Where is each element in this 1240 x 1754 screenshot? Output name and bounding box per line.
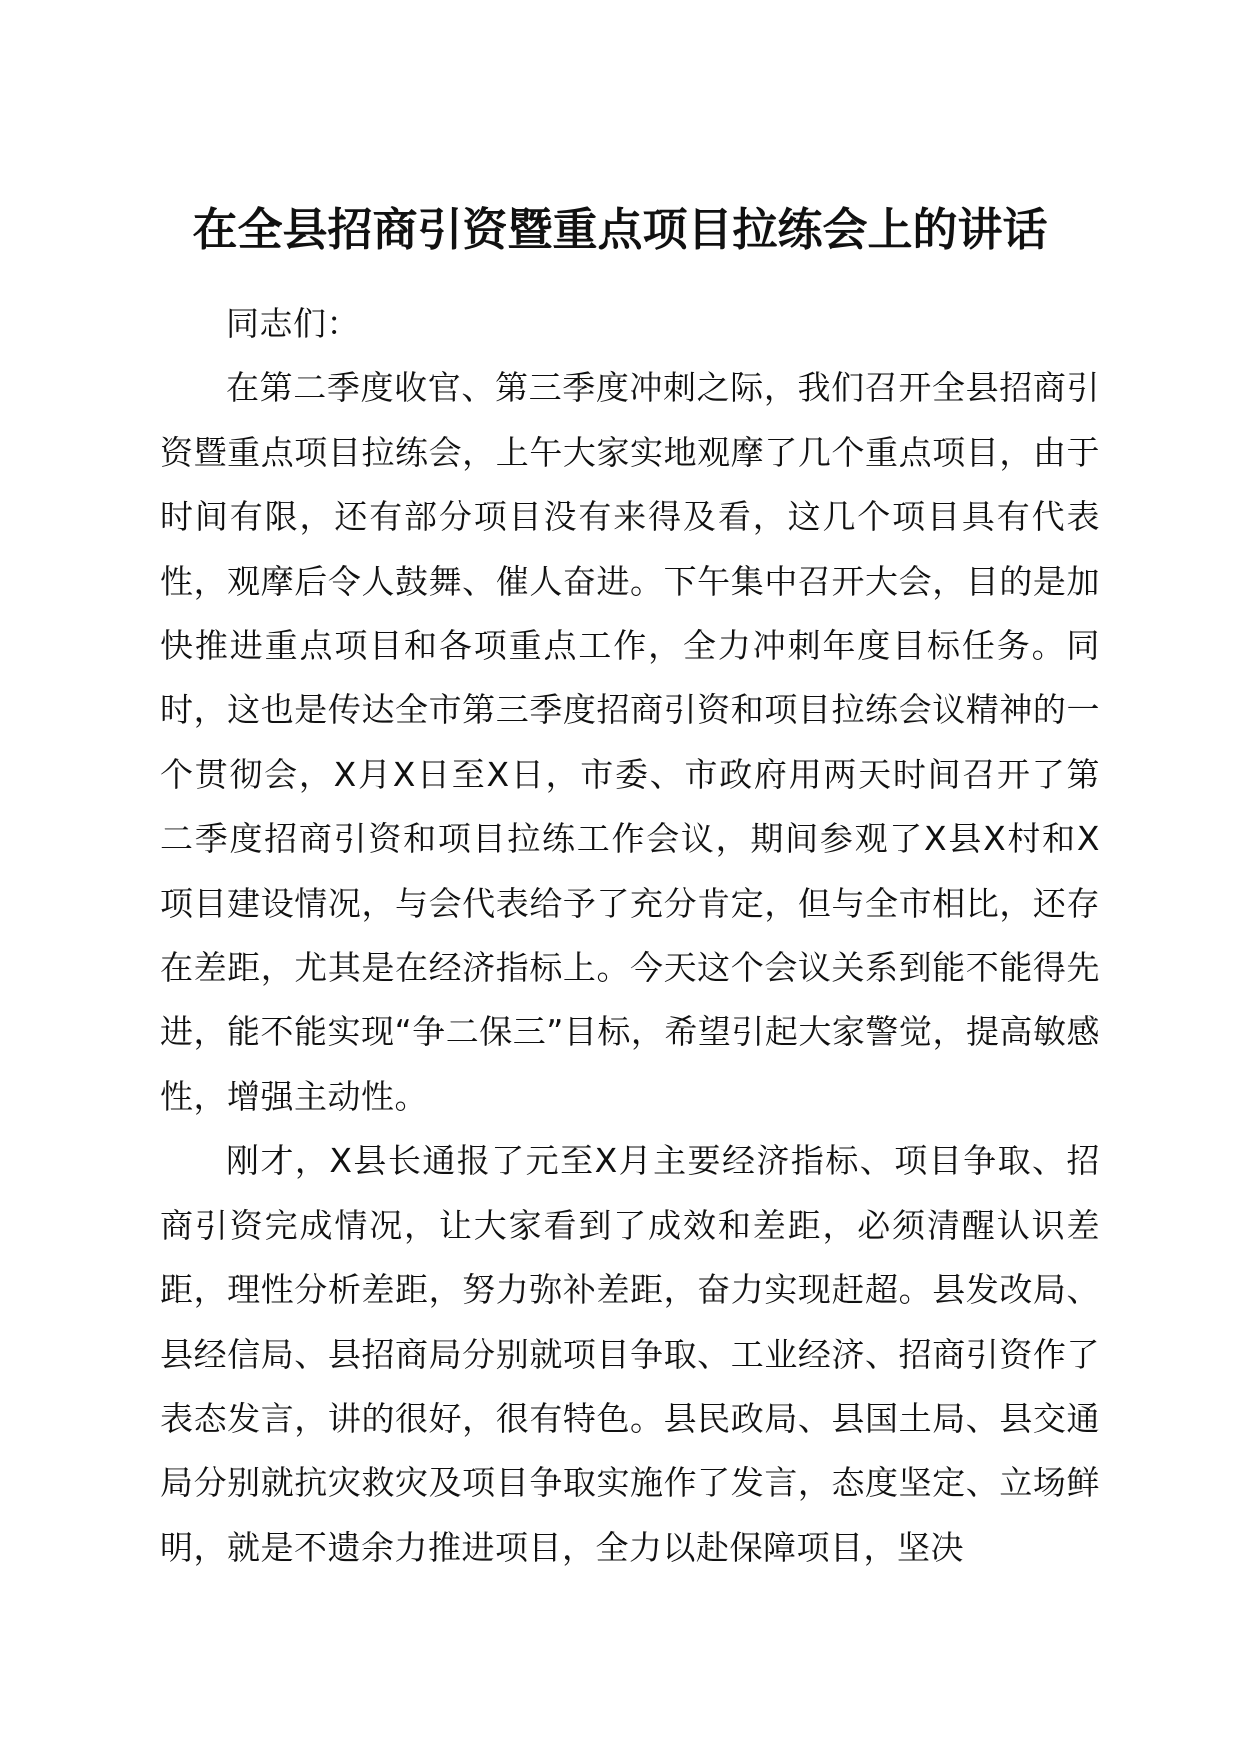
document-title: 在全县招商引资暨重点项目拉练会上的讲话 — [192, 203, 1048, 256]
document-body — [160, 292, 1100, 1580]
paragraph-2: 刚才，X县长通报了元至X月主要经济指标、项目争取、招商引资完成情况，让大家看到了成效和差距，必须清醒认识差距，理性分析差距，努力弥补差距，奋力实现赶超。县发改局、县经信局、县招商局分别就项目争取、工业经济、招商引资作了表态发言，讲的很好，很有特色。县民政局、县国土局、县交通局分别就抗灾救灾及项目争取实施作了发言，态度坚定、立场鲜明，就是不遗余力推进项目，全力以赴保障项目，坚决 — [160, 1141, 1100, 1567]
paragraph-1: 在第二季度收官、第三季度冲刺之际，我们召开全县招商引资暨重点项目拉练会，上午大家实地观摩了几个重点项目，由于时间有限，还有部分项目没有来得及看，这几个项目具有代表性，观摩后令人鼓舞、催人奋进。下午集中召开大会，目的是加快推进重点项目和各项重点工作，全力冲刺年度目标任务。同时，这也是传达全市第三季度招商引资和项目拉练会议精神的一个贯彻会，X月X日至X日，市委、市政府用两天时间召开了第二季度招商引资和项目拉练工作会议，期间参观了X县X村和X项目建设情况，与会代表给予了充分肯定，但与全市相比，还存在差距，尤其是在经济指标上。今天这个会议关系到能不能得先进，能不能实现“争二保三”目标，希望引起大家警觉，提高敏感性，增强主动性。 — [160, 368, 1100, 1116]
salutation: 同志们： — [226, 304, 360, 343]
